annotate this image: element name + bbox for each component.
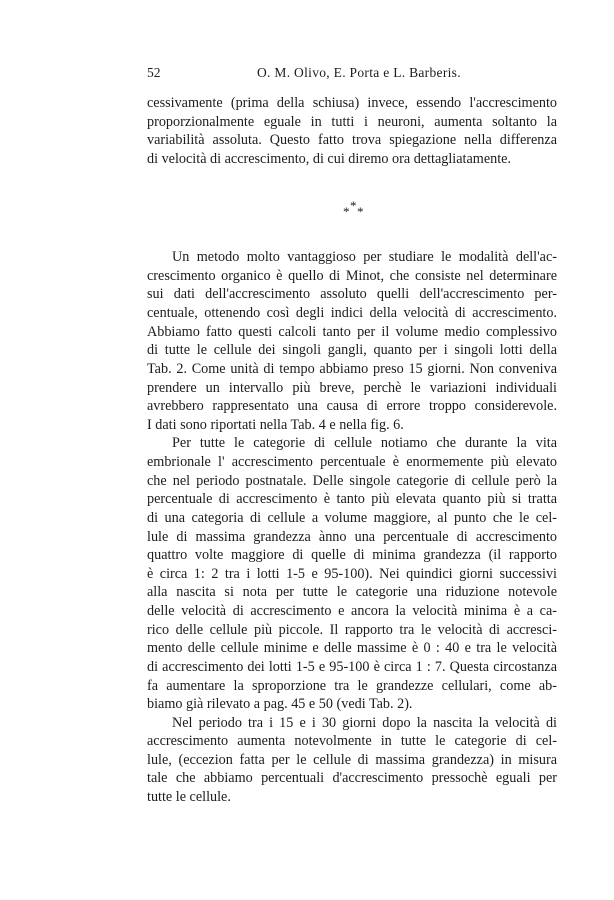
- text-line: cessivamente (prima della schiusa) invece, essendo l'accrescimento: [147, 95, 557, 111]
- text-line: sui dati dell'accrescimento assoluto quelli dell'accrescimento per-: [147, 286, 557, 302]
- text-line: Un metodo molto vantaggioso per studiare le modalità dell'ac-: [172, 249, 557, 265]
- text-line: quattro volte maggiore di quelle di minima grandezza (il rapporto: [147, 547, 557, 563]
- text-line: Nel periodo tra i 15 e i 30 giorni dopo la nascita la velocità di: [172, 715, 557, 731]
- text-line: embrionale l' accrescimento percentuale è enormemente più elevato: [147, 454, 557, 470]
- text-line: percentuale di accrescimento è tanto più elevata quanto più si tratta: [147, 491, 557, 507]
- text-line: mento delle cellule minime e delle massime è 0 : 40 e tra le velocità: [147, 640, 557, 656]
- section-break-asterism: [341, 199, 367, 219]
- text-line: prendere un intervallo più breve, perchè le variazioni individuali: [147, 380, 557, 396]
- page-header: [147, 63, 557, 83]
- text-line: biamo già rilevato a pag. 45 e 50 (vedi Tab. 2).: [147, 696, 413, 712]
- running-head: O. M. Olivo, E. Porta e L. Barberis.: [257, 65, 461, 80]
- text-line: è circa 1: 2 tra i lotti 1-5 e 95-100). Nei quindici giorni successivi: [147, 566, 557, 582]
- text-line: Tab. 2. Come unità di tempo abbiamo preso 15 giorni. Non conveniva: [147, 361, 557, 377]
- text-line: delle velocità di accrescimento e ancora la velocità minima è a ca-: [147, 603, 557, 619]
- text-line: alla nascita si nota per tutte le categorie una riduzione notevole: [147, 584, 557, 600]
- text-line: che nel periodo postnatale. Delle singole categorie di cellule però la: [147, 473, 557, 489]
- text-line: lule, (eccezion fatta per le cellule di massima grandezza) in misura: [147, 752, 557, 768]
- text-line: di accrescimento dei lotti 1-5 e 95-100 è circa 1 : 7. Questa circostanza: [147, 659, 557, 675]
- asterism-star: *: [350, 198, 357, 213]
- asterism-star: *: [357, 204, 364, 219]
- text-line: fa aumentare la sproporzione tra le grandezze cellulari, come ab-: [147, 678, 557, 694]
- text-line: accrescimento aumenta notevolmente in tutte le categorie di cel-: [147, 733, 557, 749]
- text-line: lule di massima grandezza ànno una percentuale di accrescimento: [147, 529, 557, 545]
- text-line: di velocità di accrescimento, di cui diremo ora dettagliatamente.: [147, 151, 511, 167]
- text-line: rico delle cellule più piccole. Il rapporto tra le velocità di accresci-: [147, 622, 557, 638]
- text-line: Per tutte le categorie di cellule notiamo che durante la vita: [172, 435, 557, 451]
- text-line: variabilità assoluta. Questo fatto trova spiegazione nella differenza: [147, 132, 557, 148]
- text-line: Abbiamo fatto questi calcoli tanto per il volume medio complessivo: [147, 324, 557, 340]
- text-line: crescimento organico è quello di Minot, che consiste nel determinare: [147, 268, 557, 284]
- text-line: di una categoria di cellule a volume maggiore, al punto che le cel-: [147, 510, 557, 526]
- page-number: 52: [147, 65, 161, 80]
- text-line: proporzionalmente eguale in tutti i neuroni, aumenta soltanto la: [147, 114, 557, 130]
- text-line: I dati sono riportati nella Tab. 4 e nella fig. 6.: [147, 417, 404, 433]
- asterism-star: *: [343, 204, 350, 219]
- text-line: tutte le cellule.: [147, 789, 231, 805]
- text-line: avrebbero rappresentato una causa di errore troppo considerevole.: [147, 398, 557, 414]
- text-line: tale che abbiamo percentuali d'accrescimento pressochè eguali per: [147, 770, 557, 786]
- text-line: di tutte le cellule dei singoli gangli, quanto per i singoli lotti della: [147, 342, 557, 358]
- text-line: centuale, ottenendo così degli indici della velocità di accrescimento.: [147, 305, 557, 321]
